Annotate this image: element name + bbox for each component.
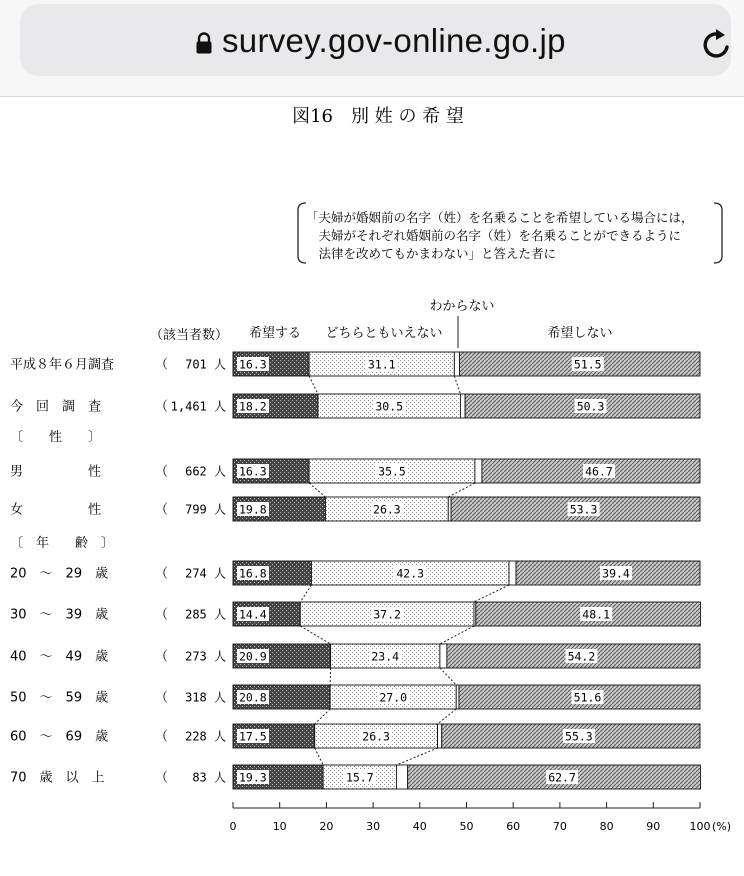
connector-line [300,626,330,644]
x-tick-label: 0 [229,820,237,833]
row-count-open: （ [155,566,169,582]
connector-line [438,709,457,724]
data-label-neither: 15.7 [345,770,374,785]
data-label-neither: 35.5 [378,464,406,479]
x-tick-label: 10 [272,820,287,833]
x-tick-label: 60 [506,820,521,833]
x-axis-unit: (%) [712,820,732,833]
x-tick-label: 70 [552,820,567,833]
connector-line [300,585,311,602]
connector-line [474,585,509,602]
row-label: 70 歳 以 上 [10,770,105,786]
legend-label-dont-want: 希望しない [547,326,613,341]
data-label-dont-want: 62.7 [548,770,576,785]
row-label: 40 ～ 49 歳 [10,649,109,665]
connector-line [315,709,330,724]
count-header: （該当者数） [150,328,229,343]
note-line-1: 「夫婦が婚姻前の名字（姓）を名乗ることを希望している場合には， [306,210,694,225]
data-label-dont-want: 50.3 [576,399,605,414]
data-label-neither: 37.2 [373,607,401,622]
x-tick-label: 40 [412,820,427,833]
note-box [298,203,722,263]
bar-segment-dont-know [438,724,442,748]
row-label: 男 性 [10,464,102,480]
bar-segment-dont-know [475,459,482,483]
legend-label-want: 希望する [248,326,302,341]
row-count: 318 人 [185,690,226,705]
data-label-dont-want: 51.5 [573,357,602,372]
row-count-open: （ [155,464,169,480]
row-count: 662 人 [185,464,226,479]
row-count: 274 人 [185,566,226,581]
lock-icon [196,32,212,54]
row-label: 女 性 [10,502,102,518]
x-tick-label: 100 [689,820,711,833]
x-tick-label: 50 [459,820,474,833]
bar-segment-dont-know [509,561,516,585]
data-label-neither: 30.5 [375,399,404,414]
row-label: 50 ～ 59 歳 [10,690,109,706]
row-count: 83 人 [192,770,226,785]
data-label-neither: 26.3 [373,502,401,517]
connector-line [396,748,437,765]
x-tick-label: 90 [646,820,661,833]
data-label-want: 20.8 [239,690,267,705]
data-label-dont-want: 48.1 [582,607,611,622]
row-count-open: （ [155,502,169,518]
row-count-open: （ [155,399,169,415]
data-label-dont-want: 51.6 [573,690,602,705]
row-count: 701 人 [185,357,226,372]
bar-segment-dont-know [460,394,465,418]
data-label-want: 19.3 [239,770,267,785]
data-label-neither: 31.1 [367,357,396,372]
data-label-dont-want: 53.3 [569,502,598,517]
connector-line [440,668,456,685]
data-label-neither: 26.3 [362,729,390,744]
chart-title: 図16 別 姓 の 希 望 [292,106,464,127]
data-label-want: 14.4 [239,607,267,622]
browser-toolbar [0,0,744,97]
bar-segment-dont-know [396,765,407,789]
data-label-dont-want: 55.3 [565,729,593,744]
bar-rows [10,352,700,789]
data-label-want: 16.3 [239,464,267,479]
row-label: 平成８年６月調査 [10,357,115,373]
data-label-neither: 27.0 [379,690,408,705]
row-count: 799 人 [185,502,226,517]
row-count: 285 人 [185,607,226,622]
data-label-want: 20.9 [239,649,267,664]
data-label-want: 16.8 [239,566,267,581]
data-label-neither: 42.3 [396,566,425,581]
row-label: 今 回 調 査 [10,399,102,415]
section-header-sex: 〔 性 〕 [10,430,102,445]
x-tick-label: 20 [319,820,334,833]
row-count-open: （ [155,770,169,786]
row-count-open: （ [155,357,169,373]
x-tick-label: 30 [366,820,381,833]
row-count-open: （ [155,729,169,745]
data-label-neither: 23.4 [371,649,400,664]
stacked-bar-chart [0,96,744,876]
connector-line [448,483,475,497]
row-label: 20 ～ 29 歳 [10,566,109,582]
row-count: 273 人 [185,649,226,664]
section-header-age: 〔 年 齢 〕 [10,536,115,551]
legend-label-neither: どちらともいえない [325,326,443,341]
bar-segment-dont-know [454,352,459,376]
row-count: 1,461 人 [170,399,226,414]
url-text: survey.gov-online.go.jp [222,22,566,59]
note-line-3: 法律を改めてもかまわない」と答えた者に [306,246,557,261]
connector-line [440,626,474,644]
connector-line [309,483,325,497]
x-tick-label: 80 [599,820,614,833]
data-label-want: 19.8 [239,502,267,517]
x-axis-ticks [230,802,711,833]
connector-line [315,748,323,765]
data-label-want: 16.3 [239,357,267,372]
data-label-dont-want: 54.2 [567,649,596,664]
connector-line [309,376,318,394]
bar-segment-dont-know [440,644,447,668]
row-label: 30 ～ 39 歳 [10,607,109,623]
row-label: 60 ～ 69 歳 [10,729,109,745]
row-count: 228 人 [185,729,226,744]
connector-line [454,376,460,394]
data-label-want: 17.5 [239,729,267,744]
address-bar[interactable] [20,4,731,76]
reload-icon[interactable] [700,28,734,62]
row-count-open: （ [155,690,169,706]
data-label-want: 18.2 [239,399,267,414]
row-count-open: （ [155,649,169,665]
data-label-dont-want: 46.7 [585,464,613,479]
note-line-2: 夫婦がそれぞれ婚姻前の名字（姓）を名乗ることができるように [306,228,682,243]
legend-label-dont-know: わからない [429,299,495,314]
row-count-open: （ [155,607,169,623]
data-label-dont-want: 39.4 [602,566,630,581]
